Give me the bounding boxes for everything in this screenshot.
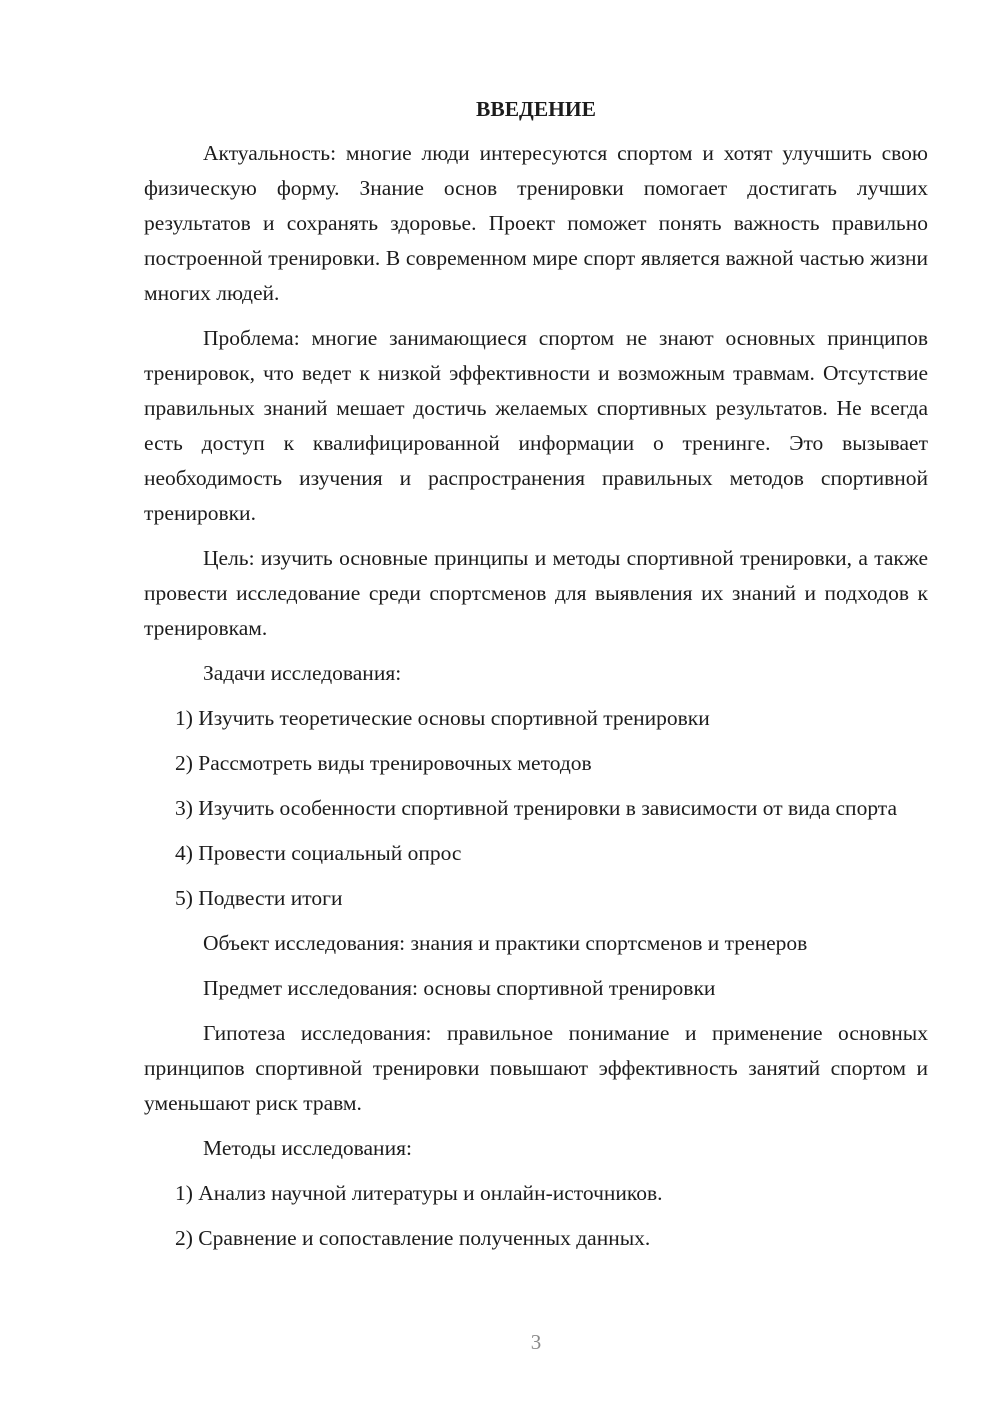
document-page: [144, 92, 928, 1266]
methods-title: Методы исследования:: [203, 1136, 412, 1160]
problem-paragraph: Проблема: многие занимающиеся спортом не знают основных принципов тренировок, что ведет к низкой эффективности и возможным травмам. Отсутствие правильных знаний мешает достичь желаемых спортивных результатов. Не всегда есть доступ к квалифицированной информации о тренинге. Это вызывает необходимость изучения и распространения правильных методов спортивной тренировки.: [144, 326, 928, 525]
task-item: 5) Подвести итоги: [175, 886, 343, 910]
research-subject: Предмет исследования: основы спортивной тренировки: [203, 976, 716, 1000]
task-item: 4) Провести социальный опрос: [175, 841, 462, 865]
hypothesis-paragraph: Гипотеза исследования: правильное понимание и применение основных принципов спортивной тренировки повышают эффективность занятий спортом и уменьшают риск травм.: [144, 1021, 928, 1115]
page-title: ВВЕДЕНИЕ: [476, 97, 596, 121]
task-item: 3) Изучить особенности спортивной тренировки в зависимости от вида спорта: [175, 796, 897, 820]
goal-paragraph: Цель: изучить основные принципы и методы спортивной тренировки, а также провести исследование среди спортсменов для выявления их знаний и подходов к тренировкам.: [144, 546, 928, 640]
relevance-paragraph: Актуальность: многие люди интересуются спортом и хотят улучшить свою физическую форму. Знание основ тренировки помогает достигать лучших результатов и сохранять здоровье. Проект поможет понять важность правильно построенной тренировки. В современном мире спорт является важной частью жизни многих людей.: [144, 141, 928, 305]
research-object: Объект исследования: знания и практики спортсменов и тренеров: [203, 931, 808, 955]
method-item: 1) Анализ научной литературы и онлайн-источников.: [175, 1181, 663, 1205]
task-item: 2) Рассмотреть виды тренировочных методов: [175, 751, 592, 775]
method-item: 2) Сравнение и сопоставление полученных данных.: [175, 1226, 651, 1250]
tasks-title: Задачи исследования:: [203, 661, 402, 685]
task-item: 1) Изучить теоретические основы спортивной тренировки: [175, 706, 710, 730]
page-number: 3: [530, 1330, 542, 1354]
